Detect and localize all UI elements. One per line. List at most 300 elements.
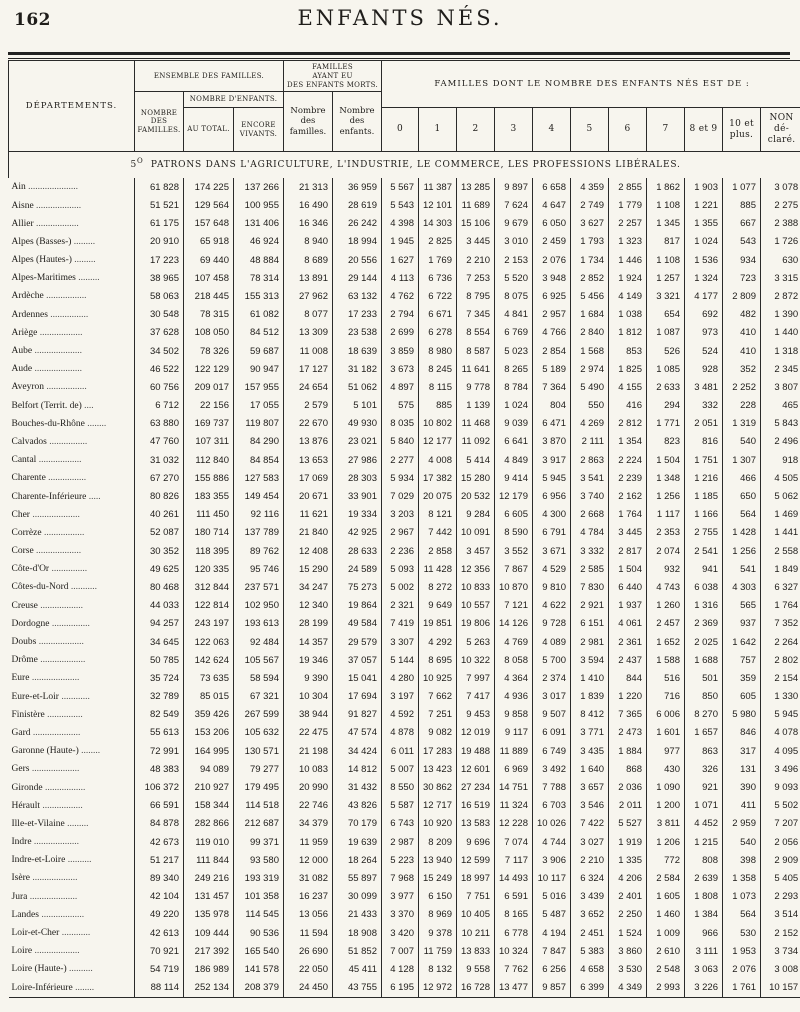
table-cell: 294 <box>647 397 685 415</box>
table-cell: 398 <box>723 851 761 869</box>
table-cell: 1 761 <box>723 979 761 998</box>
table-cell: 1 139 <box>457 397 495 415</box>
table-cell: 17 283 <box>419 742 457 760</box>
header-nombre-familles-ens: NOMBRE DES FAMILLES. <box>135 92 184 152</box>
table-cell: 1 318 <box>761 342 800 360</box>
table-cell: 1 077 <box>723 178 761 196</box>
table-cell: 2 345 <box>761 360 800 378</box>
header-familles-dont: FAMILLES DONT LE NOMBRE DES ENFANTS NÉS EST DE : <box>382 61 800 108</box>
table-cell: 55 613 <box>135 724 184 742</box>
table-cell: 24 654 <box>284 378 333 396</box>
table-cell: 28 303 <box>333 469 382 487</box>
table-cell: 1 323 <box>609 233 647 251</box>
table-cell: 1 568 <box>571 342 609 360</box>
table-cell: 8 587 <box>457 342 495 360</box>
table-cell: 7 121 <box>495 597 533 615</box>
header-count-non-declare: NON dé- claré. <box>761 108 800 152</box>
table-cell: 6 011 <box>382 742 419 760</box>
table-cell: 164 995 <box>184 742 234 760</box>
table-cell: 54 719 <box>135 960 184 978</box>
table-cell: 10 211 <box>457 924 495 942</box>
department-name <box>9 797 135 815</box>
table-row <box>9 906 800 924</box>
top-rule-thin <box>8 58 790 59</box>
table-cell: 30 862 <box>419 778 457 796</box>
table-cell: 19 639 <box>333 833 382 851</box>
table-cell: 2 584 <box>647 869 685 887</box>
table-cell: 1 117 <box>647 506 685 524</box>
table-cell: 7 074 <box>495 833 533 851</box>
header-encore-vivants: ENCORE VIVANTS. <box>234 108 284 152</box>
table-row <box>9 433 800 451</box>
table-cell: 212 687 <box>234 815 284 833</box>
table-cell: 135 978 <box>184 906 234 924</box>
table-row <box>9 542 800 560</box>
table-cell: 94 257 <box>135 615 184 633</box>
table-cell: 8 689 <box>284 251 333 269</box>
table-cell: 11 889 <box>495 742 533 760</box>
department-label: Loire-Inférieure <box>11 982 73 993</box>
table-cell: 114 545 <box>234 906 284 924</box>
table-cell: 24 589 <box>333 560 382 578</box>
table-cell: 9 728 <box>533 615 571 633</box>
table-cell: 7 442 <box>419 524 457 542</box>
leader-dots: .................. <box>37 327 83 338</box>
table-cell: 72 991 <box>135 742 184 760</box>
table-cell: 8 969 <box>419 906 457 924</box>
table-cell: 141 578 <box>234 960 284 978</box>
table-cell: 564 <box>723 906 761 924</box>
table-cell: 3 027 <box>571 833 609 851</box>
table-cell: 51 521 <box>135 196 184 214</box>
table-cell: 3 740 <box>571 487 609 505</box>
table-cell: 61 175 <box>135 215 184 233</box>
table-cell: 36 959 <box>333 178 382 196</box>
header-departements: DÉPARTEMENTS. <box>9 61 135 152</box>
table-cell: 5 490 <box>571 378 609 396</box>
table-cell: 3 514 <box>761 906 800 924</box>
table-cell: 122 814 <box>184 597 234 615</box>
table-cell: 654 <box>647 306 685 324</box>
table-cell: 6 195 <box>382 979 419 998</box>
table-cell: 630 <box>761 251 800 269</box>
table-cell: 31 432 <box>333 778 382 796</box>
table-cell: 10 324 <box>495 942 533 960</box>
table-cell: 93 580 <box>234 851 284 869</box>
table-cell: 3 734 <box>761 942 800 960</box>
table-cell: 131 406 <box>234 215 284 233</box>
leader-dots: ................... <box>36 637 84 648</box>
table-cell: 3 445 <box>457 233 495 251</box>
table-cell: 5 383 <box>571 942 609 960</box>
department-label: Eure-et-Loir <box>11 691 59 702</box>
table-cell: 4 849 <box>495 451 533 469</box>
header-familles-ayant-title: FAMILLES <box>312 63 353 71</box>
table-cell: 193 613 <box>234 615 284 633</box>
department-name <box>9 688 135 706</box>
table-cell: 13 833 <box>457 942 495 960</box>
table-cell: 9 039 <box>495 415 533 433</box>
table-cell: 34 645 <box>135 633 184 651</box>
table-cell: 3 859 <box>382 342 419 360</box>
department-name <box>9 415 135 433</box>
leader-dots: .................... <box>29 673 80 684</box>
department-name <box>9 506 135 524</box>
table-cell: 2 250 <box>609 906 647 924</box>
table-cell: 10 091 <box>457 524 495 542</box>
department-name <box>9 578 135 596</box>
table-cell: 2 579 <box>284 397 333 415</box>
table-cell: 5 144 <box>382 651 419 669</box>
table-cell: 34 424 <box>333 742 382 760</box>
table-cell: 84 878 <box>135 815 184 833</box>
table-cell: 137 266 <box>234 178 284 196</box>
table-cell: 267 599 <box>234 706 284 724</box>
table-cell: 2 401 <box>609 888 647 906</box>
table-cell: 15 290 <box>284 560 333 578</box>
table-cell: 252 134 <box>184 979 234 998</box>
table-cell: 20 671 <box>284 487 333 505</box>
table-cell: 20 910 <box>135 233 184 251</box>
table-row <box>9 979 800 998</box>
table-cell: 18 264 <box>333 851 382 869</box>
table-cell: 101 358 <box>234 888 284 906</box>
table-cell: 13 653 <box>284 451 333 469</box>
table-cell: 1 090 <box>647 778 685 796</box>
table-cell: 1 206 <box>647 833 685 851</box>
table-row <box>9 651 800 669</box>
department-label: Eure <box>11 673 30 684</box>
header-count-1: 1 <box>419 108 457 152</box>
table-cell: 2 252 <box>723 378 761 396</box>
table-cell: 2 959 <box>723 815 761 833</box>
table-cell: 1 358 <box>723 869 761 887</box>
header-ensemble: ENSEMBLE DES FAMILLES. <box>135 61 284 92</box>
table-cell: 49 625 <box>135 560 184 578</box>
table-cell: 3 010 <box>495 233 533 251</box>
table-cell: 7 007 <box>382 942 419 960</box>
table-cell: 3 860 <box>609 942 647 960</box>
department-label: Landes <box>11 909 39 920</box>
table-cell: 183 355 <box>184 487 234 505</box>
table-cell: 60 756 <box>135 378 184 396</box>
department-label: Corse <box>11 546 34 557</box>
table-cell: 61 082 <box>234 306 284 324</box>
table-cell: 1 390 <box>761 306 800 324</box>
table-cell: 111 450 <box>184 506 234 524</box>
table-cell: 11 387 <box>419 178 457 196</box>
table-cell: 9 378 <box>419 924 457 942</box>
table-cell: 541 <box>723 560 761 578</box>
table-cell: 4 113 <box>382 269 419 287</box>
department-label: Cantal <box>11 455 37 466</box>
table-cell: 5 527 <box>609 815 647 833</box>
table-cell: 31 182 <box>333 360 382 378</box>
leader-dots: .................... <box>29 509 80 520</box>
table-cell: 2 639 <box>685 869 723 887</box>
table-cell: 7 251 <box>419 706 457 724</box>
department-label: Ille-et-Vilaine <box>11 818 65 829</box>
table-row <box>9 451 800 469</box>
department-name <box>9 888 135 906</box>
table-cell: 4 784 <box>571 524 609 542</box>
table-cell: 43 826 <box>333 797 382 815</box>
table-cell: 228 <box>723 397 761 415</box>
table-cell: 863 <box>685 742 723 760</box>
table-cell: 2 817 <box>609 542 647 560</box>
table-cell: 12 177 <box>419 433 457 451</box>
table-cell: 7 751 <box>457 888 495 906</box>
table-cell: 2 541 <box>685 542 723 560</box>
table-cell: 13 423 <box>419 760 457 778</box>
table-cell: 3 457 <box>457 542 495 560</box>
table-cell: 149 454 <box>234 487 284 505</box>
table-cell: 38 944 <box>284 706 333 724</box>
table-cell: 13 583 <box>457 815 495 833</box>
leader-dots: ................... <box>33 200 82 211</box>
table-cell: 70 921 <box>135 942 184 960</box>
table-cell: 3 977 <box>382 888 419 906</box>
table-cell: 10 026 <box>533 815 571 833</box>
table-row <box>9 778 800 796</box>
table-cell: 19 864 <box>333 597 382 615</box>
table-row <box>9 469 800 487</box>
table-cell: 46 924 <box>234 233 284 251</box>
table-cell: 11 641 <box>457 360 495 378</box>
table-cell: 9 858 <box>495 706 533 724</box>
table-cell: 823 <box>647 433 685 451</box>
table-cell: 16 519 <box>457 797 495 815</box>
department-name <box>9 251 135 269</box>
table-cell: 5 700 <box>533 651 571 669</box>
table-cell: 67 270 <box>135 469 184 487</box>
table-cell: 8 272 <box>419 578 457 596</box>
table-cell: 868 <box>609 760 647 778</box>
department-label: Aude <box>11 364 33 375</box>
table-cell: 1 460 <box>647 906 685 924</box>
table-cell: 1 221 <box>685 196 723 214</box>
department-label: Gers <box>11 764 30 775</box>
table-cell: 186 989 <box>184 960 234 978</box>
table-cell: 4 008 <box>419 451 457 469</box>
table-cell: 4 766 <box>533 324 571 342</box>
header-nombre-enfants-morts: Nombre des enfants. <box>333 92 382 152</box>
table-cell: 2 459 <box>533 233 571 251</box>
table-cell: 7 662 <box>419 688 457 706</box>
table-cell: 94 089 <box>184 760 234 778</box>
table-cell: 3 948 <box>533 269 571 287</box>
table-cell: 9 897 <box>495 178 533 196</box>
table-cell: 2 852 <box>571 269 609 287</box>
table-cell: 1 319 <box>723 415 761 433</box>
table-cell: 2 610 <box>647 942 685 960</box>
table-cell: 808 <box>685 851 723 869</box>
table-cell: 667 <box>723 215 761 233</box>
table-row <box>9 706 800 724</box>
table-cell: 130 571 <box>234 742 284 760</box>
department-label: Hérault <box>11 800 40 811</box>
table-cell: 2 854 <box>533 342 571 360</box>
department-label: Charente <box>11 473 46 484</box>
table-cell: 5 414 <box>457 451 495 469</box>
table-cell: 22 156 <box>184 397 234 415</box>
table-cell: 165 540 <box>234 942 284 960</box>
table-cell: 92 116 <box>234 506 284 524</box>
leader-dots: .... <box>81 400 94 411</box>
table-cell: 524 <box>685 342 723 360</box>
table-cell: 8 784 <box>495 378 533 396</box>
table-cell: 2 036 <box>609 778 647 796</box>
leader-dots: ............ <box>58 691 90 702</box>
table-cell: 1 038 <box>609 306 647 324</box>
table-cell: 530 <box>723 924 761 942</box>
table-cell: 44 033 <box>135 597 184 615</box>
table-row <box>9 524 800 542</box>
table-cell: 6 749 <box>533 742 571 760</box>
table-row <box>9 215 800 233</box>
table-cell: 179 495 <box>234 778 284 796</box>
table-cell: 3 917 <box>533 451 571 469</box>
table-cell: 19 488 <box>457 742 495 760</box>
table-cell: 6 324 <box>571 869 609 887</box>
table-row <box>9 233 800 251</box>
table-cell: 1 504 <box>609 560 647 578</box>
table-cell: 1 793 <box>571 233 609 251</box>
table-cell: 48 884 <box>234 251 284 269</box>
table-cell: 7 345 <box>457 306 495 324</box>
table-cell: 2 548 <box>647 960 685 978</box>
department-label: Alpes (Hautes-) <box>11 255 72 266</box>
table-row <box>9 269 800 287</box>
table-cell: 6 605 <box>495 506 533 524</box>
table-cell: 2 056 <box>761 833 800 851</box>
leader-dots: ..... <box>86 491 101 502</box>
leader-dots: ................... <box>33 546 82 557</box>
table-cell: 1 410 <box>571 669 609 687</box>
table-cell: 5 567 <box>382 178 419 196</box>
table-cell: 6 038 <box>685 578 723 596</box>
table-cell: 8 412 <box>571 706 609 724</box>
table-cell: 8 121 <box>419 506 457 524</box>
table-cell: 210 927 <box>184 778 234 796</box>
table-cell: 85 015 <box>184 688 234 706</box>
department-label: Cher <box>11 509 30 520</box>
table-row <box>9 633 800 651</box>
table-cell: 1 903 <box>685 178 723 196</box>
table-cell: 5 980 <box>723 706 761 724</box>
table-row <box>9 506 800 524</box>
department-name <box>9 633 135 651</box>
table-cell: 3 627 <box>571 215 609 233</box>
page-number: 162 <box>14 10 51 30</box>
leader-dots: ................... <box>31 837 80 848</box>
table-cell: 1 524 <box>609 924 647 942</box>
department-name <box>9 651 135 669</box>
table-cell: 2 974 <box>571 360 609 378</box>
leader-dots: ................ <box>45 473 87 484</box>
table-cell: 19 346 <box>284 651 333 669</box>
table-cell: 4 300 <box>533 506 571 524</box>
table-cell: 1 764 <box>761 597 800 615</box>
table-cell: 28 199 <box>284 615 333 633</box>
table-cell: 1 440 <box>761 324 800 342</box>
table-cell: 1 354 <box>609 433 647 451</box>
department-name <box>9 979 135 998</box>
table-cell: 3 492 <box>533 760 571 778</box>
table-cell: 2 558 <box>761 542 800 560</box>
table-row <box>9 742 800 760</box>
table-cell: 6 969 <box>495 760 533 778</box>
table-cell: 1 684 <box>571 306 609 324</box>
table-cell: 78 315 <box>184 306 234 324</box>
table-cell: 11 428 <box>419 560 457 578</box>
table-cell: 6 006 <box>647 706 685 724</box>
table-cell: 28 619 <box>333 196 382 214</box>
table-cell: 10 117 <box>533 869 571 887</box>
table-cell: 21 433 <box>333 906 382 924</box>
table-cell: 1 108 <box>647 251 685 269</box>
table-cell: 4 095 <box>761 742 800 760</box>
table-cell: 7 847 <box>533 942 571 960</box>
table-cell: 11 689 <box>457 196 495 214</box>
table-cell: 482 <box>723 306 761 324</box>
table-row <box>9 560 800 578</box>
table-cell: 22 670 <box>284 415 333 433</box>
table-cell: 1 924 <box>609 269 647 287</box>
table-cell: 10 925 <box>419 669 457 687</box>
table-cell: 2 794 <box>382 306 419 324</box>
table-cell: 2 825 <box>419 233 457 251</box>
department-name <box>9 233 135 251</box>
table-cell: 70 179 <box>333 815 382 833</box>
table-cell: 63 132 <box>333 287 382 305</box>
table-cell: 1 812 <box>609 324 647 342</box>
table-cell: 84 512 <box>234 324 284 342</box>
table-cell: 2 840 <box>571 324 609 342</box>
table-cell: 6 151 <box>571 615 609 633</box>
leader-dots: ................ <box>49 618 90 629</box>
table-cell: 4 529 <box>533 560 571 578</box>
department-label: Calvados <box>11 436 47 447</box>
table-cell: 2 451 <box>571 924 609 942</box>
table-cell: 5 934 <box>382 469 419 487</box>
table-cell: 12 408 <box>284 542 333 560</box>
department-label: Garonne (Haute-) <box>11 746 79 757</box>
table-cell: 114 518 <box>234 797 284 815</box>
department-name <box>9 778 135 796</box>
table-cell: 1 839 <box>571 688 609 706</box>
table-cell: 1 024 <box>685 233 723 251</box>
table-cell: 2 321 <box>382 597 419 615</box>
table-cell: 35 724 <box>135 669 184 687</box>
table-cell: 2 210 <box>571 851 609 869</box>
table-cell: 47 760 <box>135 433 184 451</box>
table-row <box>9 851 800 869</box>
table-cell: 5 587 <box>382 797 419 815</box>
table-row <box>9 196 800 214</box>
table-cell: 78 326 <box>184 342 234 360</box>
table-cell: 51 062 <box>333 378 382 396</box>
table-row <box>9 833 800 851</box>
header-nombre-familles: Nombre des familles. <box>284 92 333 152</box>
table-cell: 9 284 <box>457 506 495 524</box>
table-cell: 67 321 <box>234 688 284 706</box>
table-cell: 8 554 <box>457 324 495 342</box>
table-cell: 2 496 <box>761 433 800 451</box>
table-cell: 1 657 <box>685 724 723 742</box>
department-name <box>9 924 135 942</box>
table-cell: 1 642 <box>723 633 761 651</box>
